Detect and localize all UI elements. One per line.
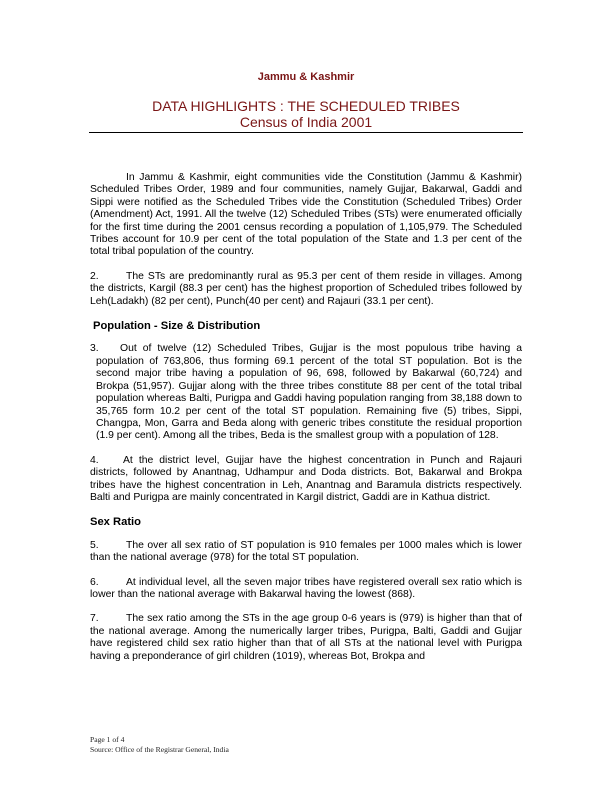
paragraph-text: At individual level, all the seven major tribes have registered overall sex ratio which is lower than the national average with Bakarwal having the lowest (868). [90,576,522,600]
heading-population: Population - Size & Distribution [93,320,261,333]
paragraph-text: The STs are predominantly rural as 95.3 per cent of them reside in villages. Among the districts, Kargil (88.3 per cent) has the highest proportion of Scheduled tribes followed by Leh(Ladakh) (82 per cent), Punch(40 per cent) and Rajauri (33.1 per cent). [90,270,522,307]
paragraph-number: 2. [90,270,99,282]
paragraph-5 [90,540,522,565]
document-title [0,98,612,130]
paragraph-text: At the district level, Gujjar have the highest concentration in Punch and Rajauri districts, followed by Anantnag, Udhampur and Doda districts. Bot, Bakarwal and Brokpa tribes have the highest concentration in Leh, Anantnag and Baramula districts respectively. Balti and Purigpa are mainly concentrated in Kargil district, Gaddi are in Kathua district. [90,454,522,503]
paragraph-3 [90,343,522,442]
paragraph-6 [90,577,522,602]
page-number: Page 1 of 4 [90,735,125,744]
paragraph-4 [90,455,522,505]
heading-sex-ratio: Sex Ratio [90,516,141,529]
paragraph-number: 3. [90,343,99,355]
source-note: Source: Office of the Registrar General, India [90,744,229,754]
paragraph-2 [90,271,522,308]
title-line-1: DATA HIGHLIGHTS : THE SCHEDULED TRIBES [152,98,460,114]
paragraph-number: 4. [90,454,99,466]
state-name: Jammu & Kashmir [257,71,355,83]
paragraph-7 [90,613,522,663]
paragraph-text: The sex ratio among the STs in the age group 0-6 years is (979) is higher than that of the national average. Among the numerically larger tribes, Purigpa, Balti, Gaddi and Gujjar have registered child sex ratio higher than that of all STs at the national level with Purigpa having a preponderance of girl children (1019), whereas Bot, Brokpa and [90,613,522,662]
page-footer [90,735,229,754]
paragraph-number: 5. [90,539,99,551]
paragraph-1: In Jammu & Kashmir, eight communities vide the Constitution (Jammu & Kashmir) Scheduled Tribes Order, 1989 and four communities, namely Gujjar, Bakarwal, Gaddi and Sippi were notified as the Scheduled Tribes vide the Constitution (Scheduled Tribes) Order (Amendment) Act, 1991. All the twelve (12) Scheduled Tribes (STs) were enumerated officially for the first time during the 2001 census recording a population of 1,105,979. The Scheduled Tribes account for 10.9 per cent of the total population of the State and 1.3 per cent of the total tribal population of the country. [90,172,522,258]
document-body [90,172,522,675]
paragraph-number: 6. [90,576,99,588]
paragraph-text: The over all sex ratio of ST population is 910 females per 1000 males which is lower than the national average (978) for the total ST population. [90,539,522,564]
title-line-2: Census of India 2001 [239,114,373,130]
title-divider [89,132,523,133]
paragraph-number: 7. [90,613,99,625]
paragraph-text: Out of twelve (12) Scheduled Tribes, Gujjar is the most populous tribe having a population of 763,806, thus forming 69.1 percent of the total ST population. Bot is the second major tribe having a population of 96, 698, followed by Bakarwal (60,724) and Brokpa (51,957). Gujjar along with the three tribes constitute 88 per cent of the total tribal population whereas Balti, Purigpa and Gaddi having population ranging from 38,188 down to 35,765 form 10.2 per cent of the total ST population. Remaining five (5) tribes, Sippi, Changpa, Mon, Garra and Beda along with generic tribes constitute the residual proportion (1.9 per cent). Among all the tribes, Beda is the smallest group with a population of 128. [96,343,522,442]
